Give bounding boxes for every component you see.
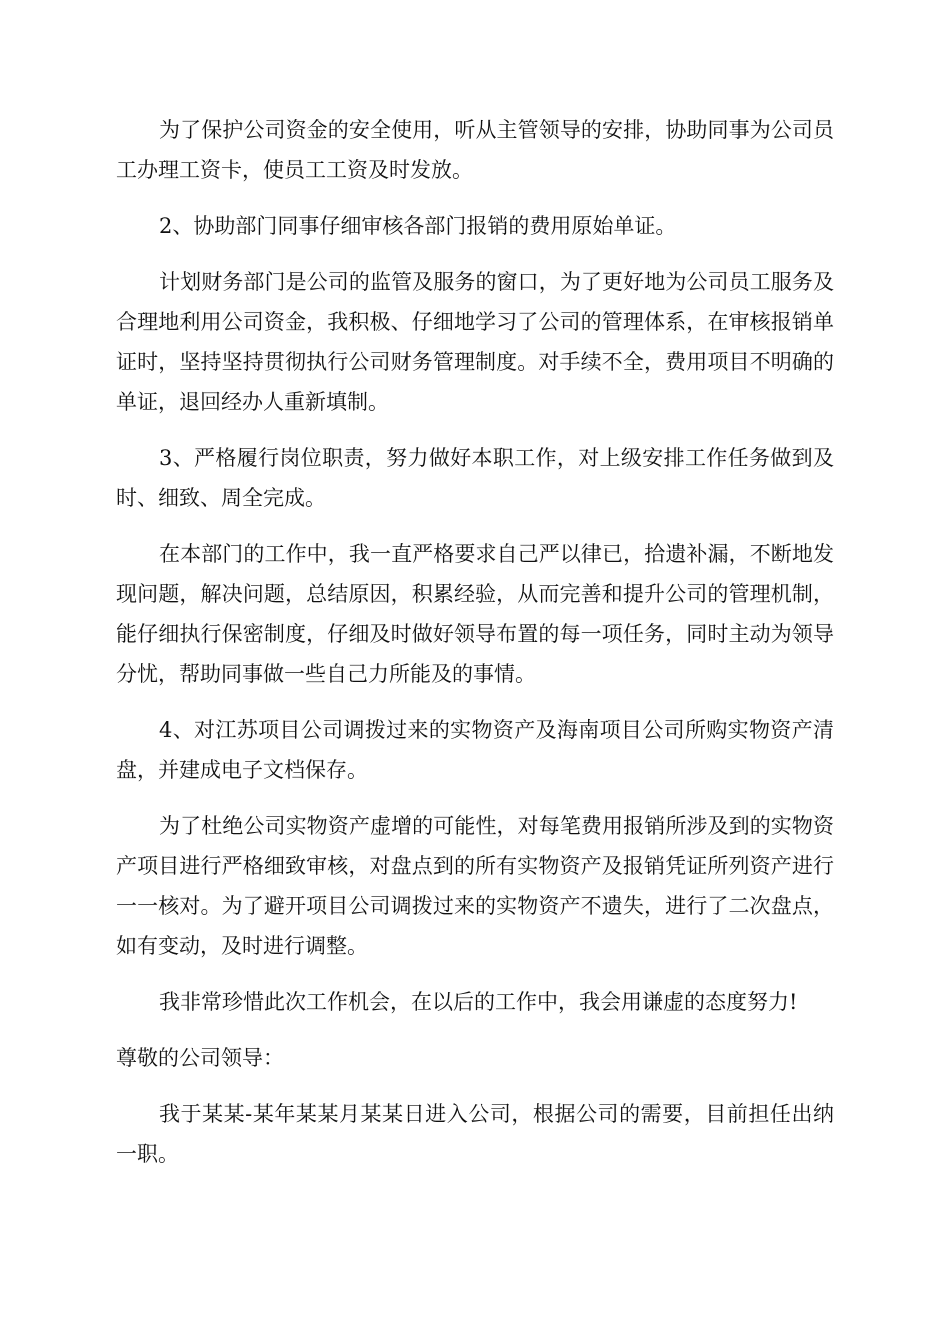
paragraph-finance-review: 计划财务部门是公司的监管及服务的窗口，为了更好地为公司员工服务及合理地利用公司资金，我积极、仔细地学习了公司的管理体系，在审核报销单证时，坚持坚持贯彻执行公司财务管理制度。对手续不全，费用项目不明确的单证，退回经办人重新填制。 bbox=[116, 270, 834, 414]
paragraph-salary-card: 为了保护公司资金的安全使用，听从主管领导的安排，协助同事为公司员工办理工资卡，使员工工资及时发放。 bbox=[116, 118, 834, 182]
paragraph-item-4-heading: 4、对江苏项目公司调拨过来的实物资产及海南项目公司所购实物资产清盘，并建成电子文档保存。 bbox=[116, 718, 834, 782]
paragraph-closing: 我非常珍惜此次工作机会，在以后的工作中，我会用谦虚的态度努力! bbox=[159, 990, 798, 1014]
paragraph-intro: 我于某某-某年某某月某某日进入公司，根据公司的需要，目前担任出纳一职。 bbox=[116, 1102, 834, 1166]
salutation: 尊敬的公司领导： bbox=[116, 1046, 284, 1070]
document-body bbox=[116, 110, 834, 1190]
paragraph-asset-audit: 为了杜绝公司实物资产虚增的可能性，对每笔费用报销所涉及到的实物资产项目进行严格细致审核，对盘点到的所有实物资产及报销凭证所列资产进行一一核对。为了避开项目公司调拨过来的实物资产不遗失，进行了二次盘点，如有变动，及时进行调整。 bbox=[116, 814, 834, 958]
paragraph-department-work: 在本部门的工作中，我一直严格要求自己严以律已，拾遗补漏，不断地发现问题，解决问题，总结原因，积累经验，从而完善和提升公司的管理机制，能仔细执行保密制度，仔细及时做好领导布置的每一项任务，同时主动为领导分忧，帮助同事做一些自己力所能及的事情。 bbox=[116, 542, 834, 686]
paragraph-item-3-heading: 3、严格履行岗位职责，努力做好本职工作，对上级安排工作任务做到及时、细致、周全完成。 bbox=[116, 446, 834, 510]
paragraph-item-2-heading: 2、协助部门同事仔细审核各部门报销的费用原始单证。 bbox=[159, 214, 677, 238]
